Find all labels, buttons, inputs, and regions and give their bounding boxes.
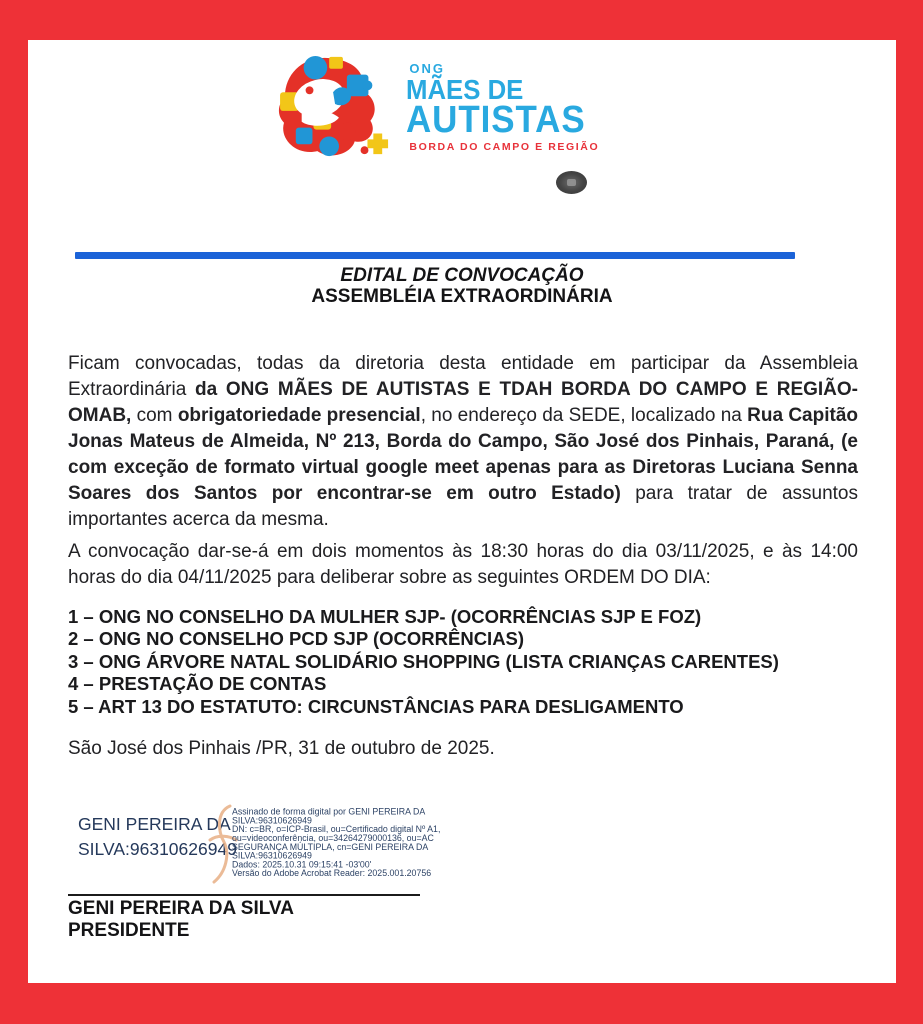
date-line: São José dos Pinhais /PR, 31 de outubro de 2025. <box>68 738 495 760</box>
logo-org-prefix: ONG <box>409 60 446 76</box>
stamp-glyph <box>567 179 576 186</box>
signatory-name: GENI PEREIRA DA SILVA <box>68 898 294 920</box>
paragraph-segment: Ficam convocadas, todas da diretoria desta entidade em participar da Assembleia Extraordinária <box>68 353 858 400</box>
sig-detail-line: Assinado de forma digital por GENI PEREIRA DA <box>232 807 426 817</box>
paragraph-segment: para tratar de assuntos importantes acerca da mesma. <box>68 483 858 530</box>
paragraph-segment-bold: obrigatoriedade presencial <box>177 405 421 426</box>
agenda-item-5: 5 – ART 13 DO ESTATUTO: CIRCUNSTÂNCIAS PARA DESLIGAMENTO <box>68 695 684 717</box>
title-edital: EDITAL DE CONVOCAÇÃO <box>340 265 584 286</box>
document-title-block <box>28 265 896 307</box>
agenda-item-1: 1 – ONG NO CONSELHO DA MULHER SJP- (OCORRÊNCIAS SJP E FOZ) <box>68 606 702 627</box>
puzzle-heart-logo-icon <box>274 53 402 161</box>
digital-signature-details <box>232 808 551 878</box>
signatory-role: PRESIDENTE <box>68 920 190 942</box>
sig-detail-line: SILVA:96310626949 <box>232 851 312 861</box>
document-page <box>28 40 896 983</box>
signatory-block <box>68 898 858 942</box>
blue-divider-line <box>75 252 795 259</box>
digital-signature-name: GENI PEREIRA DA SILVA:96310626949 <box>78 814 237 860</box>
logo-title-line1: MÃES DE <box>406 73 524 105</box>
agenda-item-4: 4 – PRESTAÇÃO DE CONTAS <box>68 673 327 695</box>
sig-detail-line: ou=videoconferência, ou=34264279000136, ou=AC <box>232 833 434 844</box>
agenda-item-2: 2 – ONG NO CONSELHO PCD SJP (OCORRÊNCIAS) <box>68 628 525 650</box>
paragraph-segment-bold: da ONG MÃES DE AUTISTAS E TDAH BORDA DO CAMPO E REGIÃO- OMAB, <box>68 379 859 426</box>
paragraph-segment: , no endereço da SEDE, localizado na <box>420 405 748 426</box>
digital-signature-block <box>28 800 896 892</box>
logo-title-line2: AUTISTAS <box>406 98 586 141</box>
agenda-list <box>68 606 858 718</box>
paragraph-schedule: A convocação dar-se-á em dois momentos às 18:30 horas do dia 03/11/2025, e às 14:00 horas do dia 04/11/2025 para deliberar sobre as seguintes ORDEM DO DIA: <box>68 541 858 588</box>
paragraph-segment: com <box>131 405 178 426</box>
sig-detail-line: SEGURANÇA MÚLTIPLA, cn=GENI PEREIRA DA <box>232 842 429 853</box>
paragraph-segment-bold: Rua Capitão Jonas Mateus de Almeida, Nº 213, Borda do Campo, São José dos Pinhais, Paraná, (e com exceção de formato virtual google meet apenas para as Diretoras Luciana Senna Soares dos Santos por encontrar-se em outro Estado) <box>68 405 858 504</box>
agenda-item-3: 3 – ONG ÁRVORE NATAL SOLIDÁRIO SHOPPING (LISTA CRIANÇAS CARENTES) <box>68 650 779 672</box>
title-assembleia: ASSEMBLÉIA EXTRAORDINÁRIA <box>311 286 613 307</box>
sig-detail-line: DN: c=BR, o=ICP-Brasil, ou=Certificado digital Nº A1, <box>232 825 441 835</box>
logo-tagline: BORDA DO CAMPO E REGIÃO <box>409 140 600 153</box>
stamp-icon <box>556 171 587 194</box>
signature-line <box>68 894 420 896</box>
sig-detail-line: SILVA:96310626949 <box>232 816 312 826</box>
sig-detail-line: Versão do Adobe Acrobat Reader: 2025.001.20756 <box>232 869 432 879</box>
sig-detail-line: Dados: 2025.10.31 09:15:41 -03'00' <box>232 860 372 870</box>
paragraph-convocation <box>68 351 858 533</box>
logo <box>28 40 896 160</box>
